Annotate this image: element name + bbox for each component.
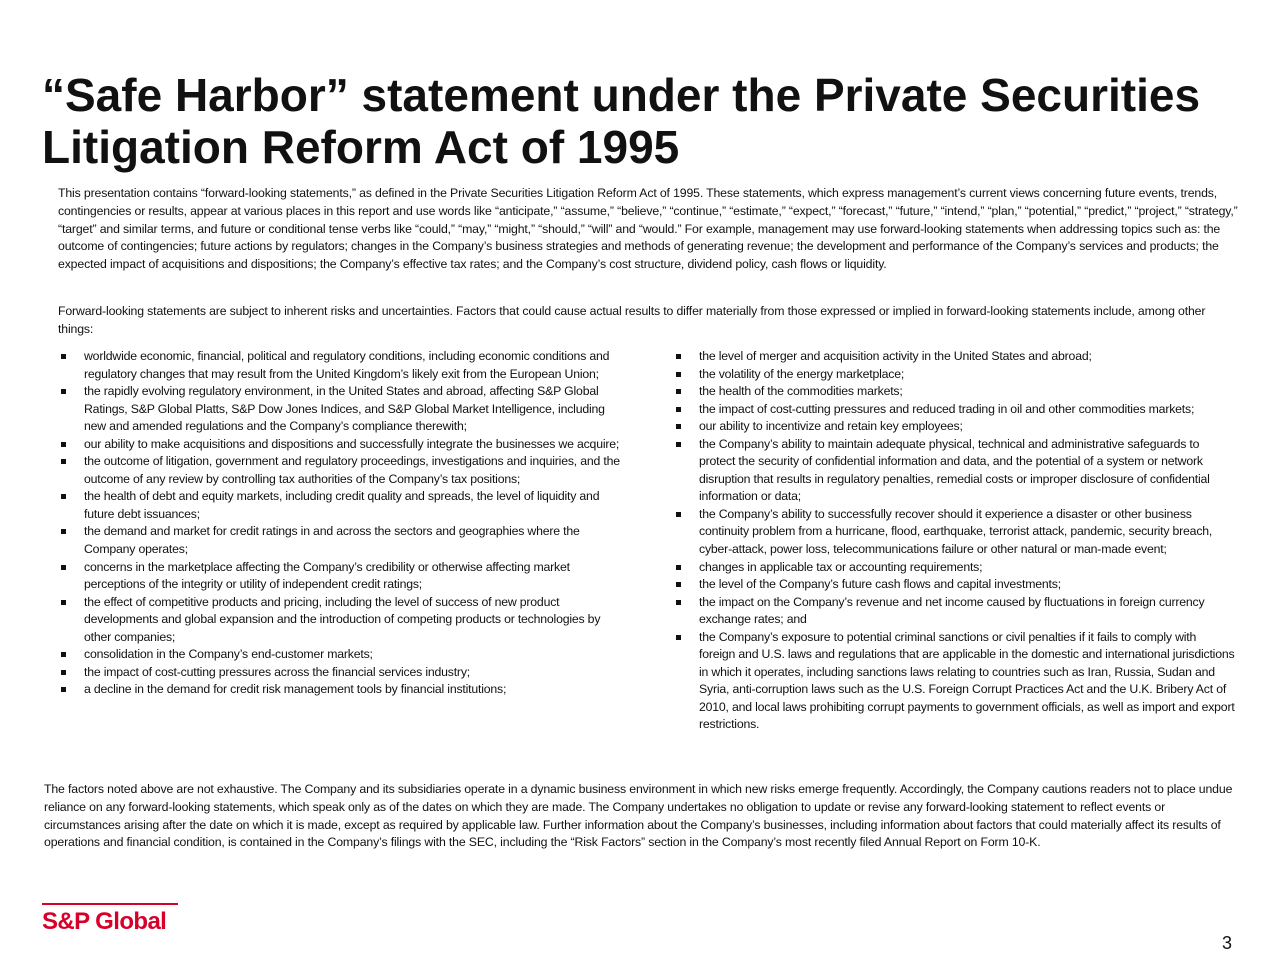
list-item: the Company’s exposure to potential criminal sanctions or civil penalties if it fails to comply with foreign and U.S. laws and regulations that are applicable in the domestic and international jurisdictions in which it operates, including sanctions laws relating to countries such as Iran, Russia, Sudan and Syria, anti-corruption laws such as the U.S. Foreign Corrupt Practices Act and the U.K. Bribery Act of 2010, and local laws prohibiting corrupt payments to government officials, as well as import and export restrictions.: [675, 629, 1235, 734]
list-item: the rapidly evolving regulatory environment, in the United States and abroad, affecting S&P Global Ratings, S&P Global Platts, S&P Dow Jones Indices, and S&P Global Market Intelligence, including new and amended regulations and the Company’s compliance therewith;: [60, 383, 625, 436]
list-item: changes in applicable tax or accounting requirements;: [675, 559, 1235, 577]
list-item: concerns in the marketplace affecting the Company’s credibility or otherwise affecting market perceptions of the integrity or utility of independent credit ratings;: [60, 559, 625, 594]
page-number: 3: [1222, 933, 1233, 953]
list-item: our ability to make acquisitions and dispositions and successfully integrate the businesses we acquire;: [60, 436, 625, 454]
list-item: the outcome of litigation, government and regulatory proceedings, investigations and inquiries, and the outcome of any review by controlling tax authorities of the Company’s tax positions;: [60, 453, 625, 488]
factors-intro-paragraph: Forward-looking statements are subject to inherent risks and uncertainties. Factors that could cause actual results to differ materially from those expressed or implied in forward-looking statements include, among other things:: [58, 304, 1206, 336]
list-item: the impact on the Company’s revenue and net income caused by fluctuations in foreign currency exchange rates; and: [675, 594, 1235, 629]
list-item: the level of the Company’s future cash flows and capital investments;: [675, 576, 1235, 594]
list-item: a decline in the demand for credit risk management tools by financial institutions;: [60, 681, 625, 699]
factors-list-right: [675, 348, 1235, 734]
list-item: the volatility of the energy marketplace;: [675, 366, 1235, 384]
closing-paragraph: The factors noted above are not exhaustive. The Company and its subsidiaries operate in a dynamic business environment in which new risks emerge frequently. Accordingly, the Company cautions readers not to place undue reliance on any forward-looking statements, which speak only as of the dates on which they are made. The Company undertakes no obligation to update or revise any forward-looking statement to reflect events or circumstances arising after the date on which it is made, except as required by applicable law. Further information about the Company’s businesses, including information about factors that could materially affect its results of operations and financial condition, is contained in the Company’s filings with the SEC, including the “Risk Factors” section in the Company’s most recently filed Annual Report on Form 10-K.: [44, 782, 1233, 850]
list-item: our ability to incentivize and retain key employees;: [675, 418, 1235, 436]
list-item: the health of the commodities markets;: [675, 383, 1235, 401]
factors-list-left: [60, 348, 625, 699]
list-item: consolidation in the Company’s end-customer markets;: [60, 646, 625, 664]
sp-global-logo: S&P Global: [42, 908, 167, 935]
list-item: the demand and market for credit ratings in and across the sectors and geographies where the Company operates;: [60, 523, 625, 558]
list-item: the Company’s ability to successfully recover should it experience a disaster or other business continuity problem from a hurricane, flood, earthquake, terrorist attack, pandemic, security breach, cyber-attack, power loss, telecommunications failure or other natural or man-made event;: [675, 506, 1235, 559]
intro-paragraph: This presentation contains “forward-looking statements,” as defined in the Private Securities Litigation Reform Act of 1995. These statements, which express management’s current views concerning future events, trends, contingencies or results, appear at various places in this report and use words like “anticipate,” “assume,” “believe,” “continue,” “estimate,” “expect,” “forecast,” “future,” “intend,” “plan,” “potential,” “predict,” “project,” “strategy,” “target” and similar terms, and future or conditional tense verbs like “could,” “may,” “might,” “should,” “will” and “would.” For example, management may use forward-looking statements when addressing topics such as: the outcome of contingencies; future actions by regulators; changes in the Company’s business strategies and methods of generating revenue; the development and performance of the Company’s services and products; the expected impact of acquisitions and dispositions; the Company’s effective tax rates; and the Company’s cost structure, dividend policy, cash flows or liquidity.: [58, 186, 1238, 272]
list-item: worldwide economic, financial, political and regulatory conditions, including economic conditions and regulatory changes that may result from the United Kingdom’s likely exit from the European Union;: [60, 348, 625, 383]
list-item: the impact of cost-cutting pressures and reduced trading in oil and other commodities markets;: [675, 401, 1235, 419]
list-item: the Company’s ability to maintain adequate physical, technical and administrative safeguards to protect the security of confidential information and data, and the potential of a system or network disruption that results in regulatory penalties, remedial costs or improper disclosure of confidential information or data;: [675, 436, 1235, 506]
list-item: the effect of competitive products and pricing, including the level of success of new product developments and global expansion and the introduction of competing products or technologies by other companies;: [60, 594, 625, 647]
logo-bar: [42, 903, 178, 905]
list-item: the level of merger and acquisition activity in the United States and abroad;: [675, 348, 1235, 366]
list-item: the health of debt and equity markets, including credit quality and spreads, the level of liquidity and future debt issuances;: [60, 488, 625, 523]
list-item: the impact of cost-cutting pressures across the financial services industry;: [60, 664, 625, 682]
page-title: “Safe Harbor” statement under the Private Securities Litigation Reform Act of 1995: [42, 68, 1201, 173]
